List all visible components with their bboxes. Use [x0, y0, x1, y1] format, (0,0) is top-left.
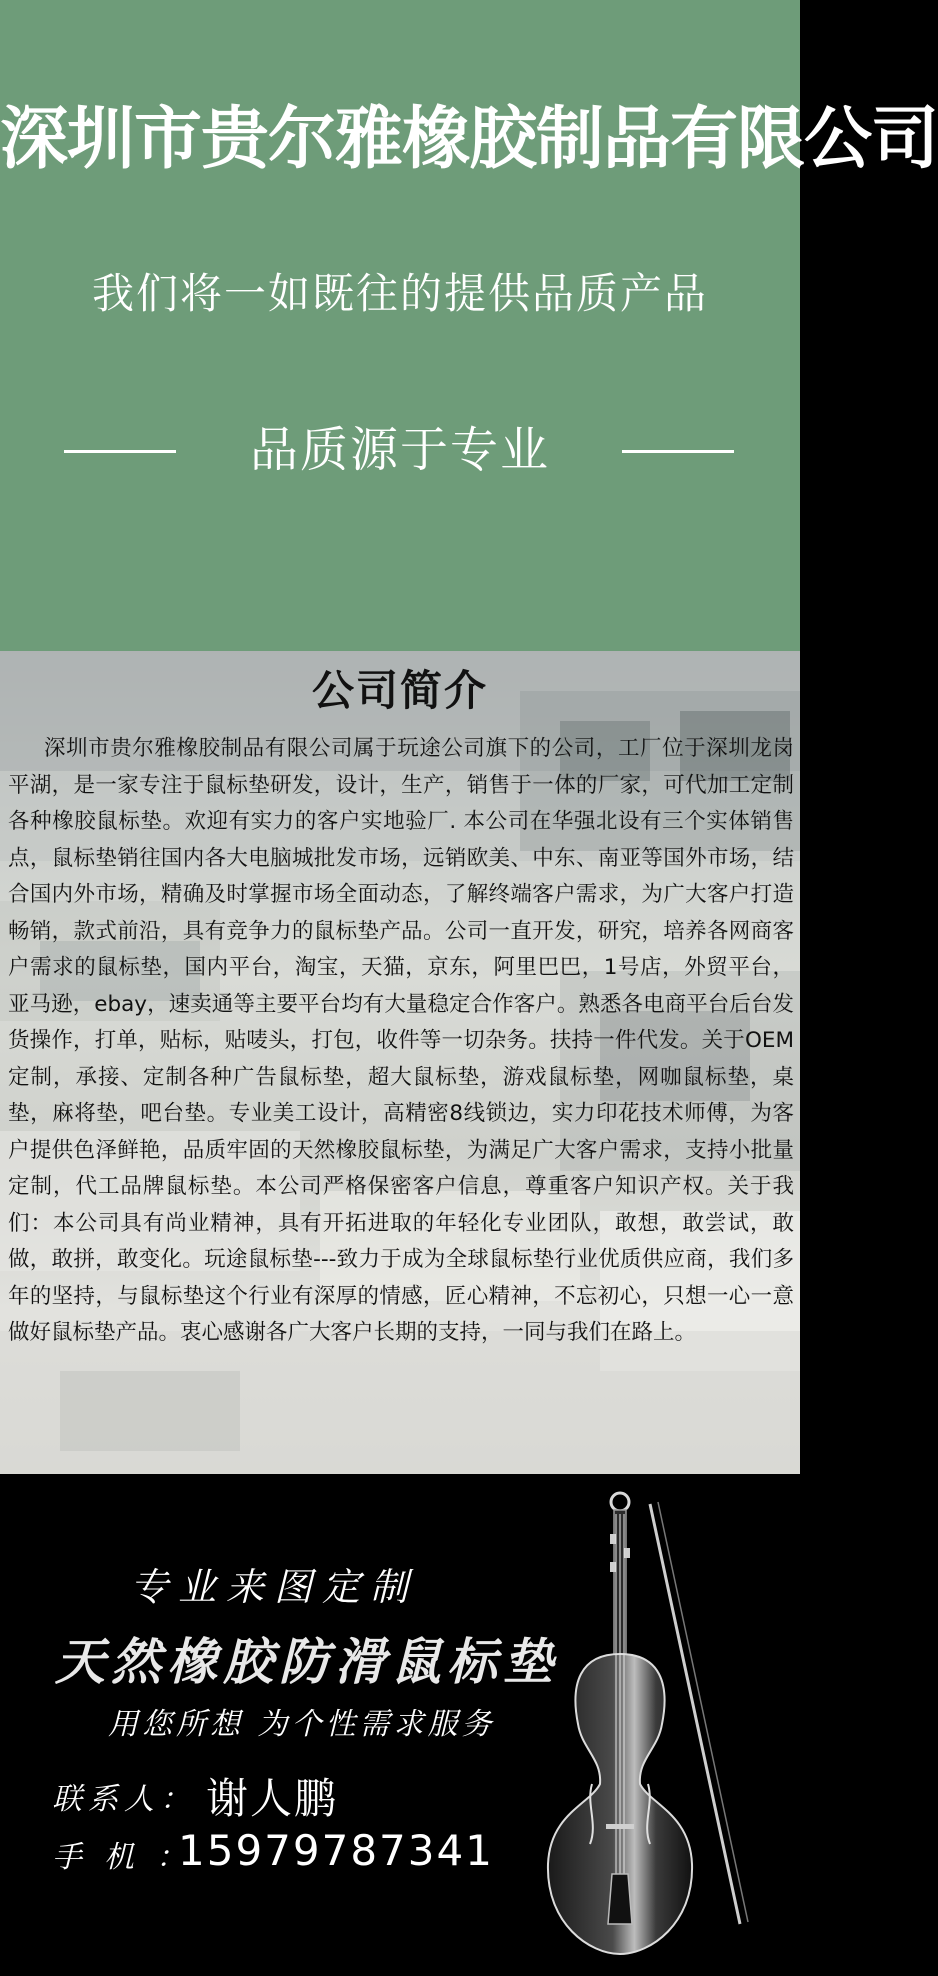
- product-line: 天然橡胶防滑鼠标垫: [55, 1632, 559, 1691]
- promo-section: [0, 1474, 800, 1976]
- contact-label: 联系人：: [52, 1782, 196, 1817]
- header-banner: [0, 0, 938, 651]
- custom-design-line: 专业来图定制: [130, 1565, 419, 1609]
- contact-name: 谢人鹏: [206, 1774, 339, 1823]
- phone-number[interactable]: 15979787341: [178, 1826, 494, 1875]
- violin-icon: [530, 1484, 780, 1972]
- service-line: 用您所想 为个性需求服务: [108, 1707, 496, 1742]
- company-intro-section: [0, 651, 800, 1474]
- company-name: 深圳市贵尔雅橡胶制品有限公司: [0, 100, 938, 179]
- company-slogan: 我们将一如既往的提供品质产品: [91, 269, 708, 318]
- tagline-divider-right: [622, 450, 734, 453]
- tagline-text: 品质源于专业: [249, 422, 550, 478]
- company-intro-text: 深圳市贵尔雅橡胶制品有限公司属于玩途公司旗下的公司，工厂位于深圳龙岗平湖，是一家专注于鼠标垫研发，设计，生产，销售于一体的厂家，可代加工定制各种橡胶鼠标垫。欢迎有实力的客户实地验厂. 本公司在华强北设有三个实体销售点，鼠标垫销往国内各大电脑城批发市场，远销欧美、中东、南亚等国外市场，结合国内外市场，精确及时掌握市场全面动态，了解终端客户需求，为广大客户打造畅销，款式前沿，具有竞争力的鼠标垫产品。公司一直开发，研究，培养各网商客户需求的鼠标垫，国内平台，淘宝，天猫，京东，阿里巴巴，1号店，外贸平台，亚马逊，ebay，速卖通等主要平台均有大量稳定合作客户。熟悉各电商平台后台发货操作，打单，贴标，贴唛头，打包，收件等一切杂务。扶持一件代发。关于OEM定制，承接、定制各种广告鼠标垫，超大鼠标垫，游戏鼠标垫，网咖鼠标垫，桌垫，麻将垫，吧台垫。专业美工设计，高精密8线锁边，实力印花技术师傅，为客户提供色泽鲜艳，品质牢固的天然橡胶鼠标垫，为满足广大客户需求，支持小批量定制，代工品牌鼠标垫。本公司严格保密客户信息，尊重客户知识产权。关于我们：本公司具有尚业精神，具有开拓进取的年轻化专业团队，敢想，敢尝试，敢做，敢拼，敢变化。玩途鼠标垫---致力于成为全球鼠标垫行业优质供应商，我们多年的坚持，与鼠标垫这个行业有深厚的情感，匠心精神，不忘初心，只想一心一意做好鼠标垫产品。衷心感谢各广大客户长期的支持，一同与我们在路上。: [8, 736, 794, 1345]
- tagline-row: [0, 420, 800, 480]
- section-title: 公司简介: [311, 666, 488, 715]
- phone-label: 手机：: [52, 1840, 208, 1875]
